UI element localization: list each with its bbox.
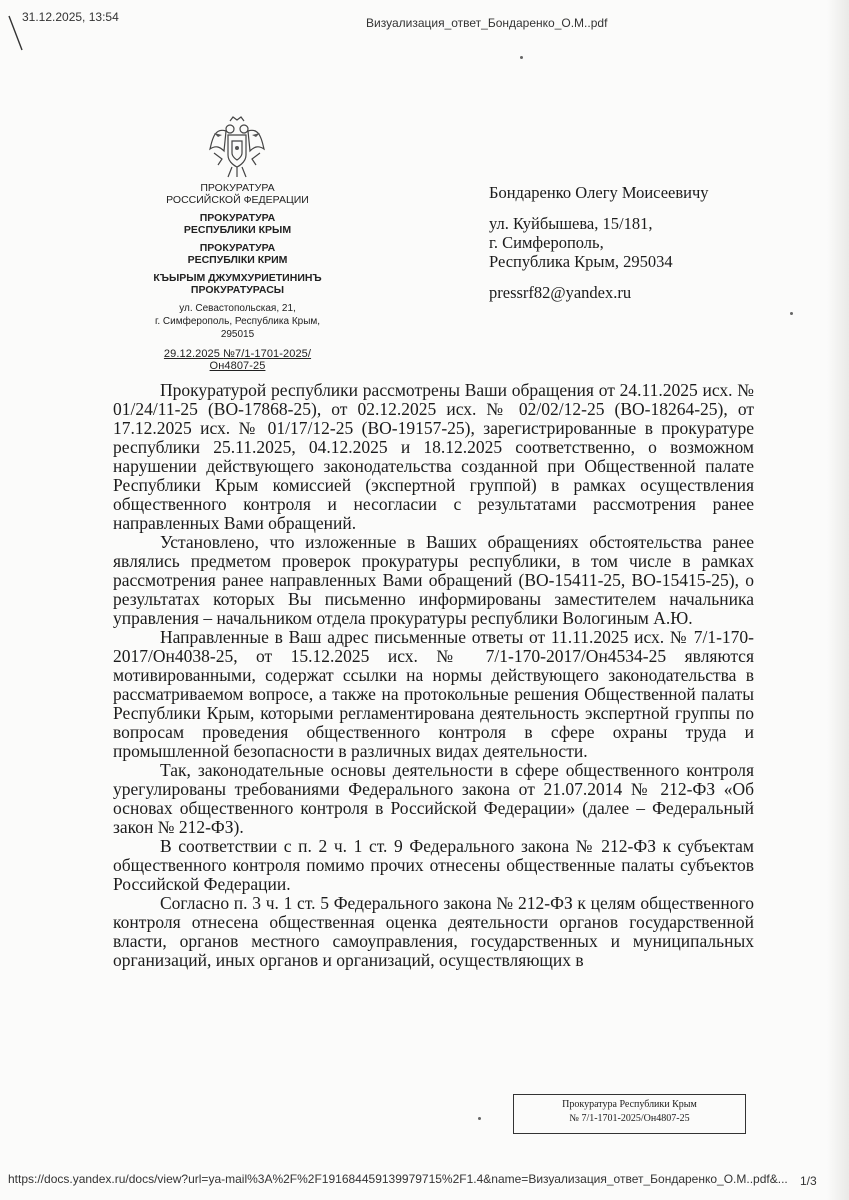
stamp-line: № 7/1-1701-2025/Он4807-25	[569, 1113, 690, 1124]
body-paragraph: Направленные в Ваш адрес письменные ответы от 11.11.2025 исх. № 7/1-170-2017/Он4038-25, от 15.12.2025 исх. № 7/1-170-2017/Он4534-25 являются мотивированными, содержат ссылки на нормы действующего законодательства в рассматриваемом вопросе, а также на протокольные решения Общественной палаты Республики Крым, которыми регламентирована деятельность экспертной группы по вопросам проведения общественного контроля в сфере охраны труда и промышленной безопасности в различных видах деятельности.	[113, 627, 754, 761]
org-line: РЕСПУБЛІКИ КРИМ	[187, 254, 288, 266]
body-paragraph: Так, законодательные основы деятельности в сфере общественного контроля урегулированы требованиями Федерального закона от 21.07.2014 № 212-ФЗ «Об основах общественного контроля в Российской Федерации» (далее – Федеральный закон № 212-ФЗ).	[113, 760, 754, 837]
coat-of-arms-icon	[208, 115, 266, 179]
org-line: ПРОКУРАТУРА	[199, 242, 276, 254]
page-edge	[827, 0, 849, 1200]
registration-stamp	[513, 1094, 746, 1134]
org-line: РЕСПУБЛИКИ КРЫМ	[183, 224, 292, 236]
speck	[790, 312, 793, 315]
page-counter: 1/3	[800, 1174, 817, 1188]
org-line: ПРОКУРАТУРАСЫ	[190, 284, 285, 296]
org-line: ПРОКУРАТУРА	[199, 212, 276, 224]
recipient-city: г. Симферополь,	[489, 233, 604, 252]
recipient-block	[489, 183, 709, 302]
recipient-name: Бондаренко Олегу Моисеевичу	[489, 183, 709, 202]
registration-line	[150, 348, 325, 372]
recipient-region: Республика Крым, 295034	[489, 252, 673, 271]
registration-date: 29.12.2025	[163, 348, 220, 360]
body-paragraph: В соответствии с п. 2 ч. 1 ст. 9 Федерального закона № 212-ФЗ к субъектам общественного контроля помимо прочих отнесены общественные палаты субъектов Российской Федерации.	[113, 836, 754, 894]
letter-body	[113, 381, 754, 970]
org-address-line: г. Симферополь, Республика Крым, 295015	[154, 316, 321, 340]
speck	[520, 56, 523, 59]
body-paragraph: Прокуратурой республики рассмотрены Ваши обращения от 24.11.2025 исх. № 01/24/11-25 (ВО-17868-25), от 02.12.2025 исх. № 02/02/12-25 (ВО-18264-25), от 17.12.2025 исх. № 01/17/12-25 (ВО-19157-25), зарегистрированные в прокуратуре республики 25.11.2025, 04.12.2025 и 18.12.2025 соответственно, о возможном нарушении действующего законодательства созданной при Общественной палате Республики Крым комиссией (экспертной группой) в рамках осуществления общественного контроля и несогласии с результатами рассмотрения ранее направленных Вами обращений.	[113, 380, 754, 533]
stamp-line: Прокуратура Республики Крым	[562, 1099, 697, 1110]
print-footer	[0, 1168, 849, 1192]
recipient-street: ул. Куйбышева, 15/181,	[489, 214, 653, 233]
print-url: https://docs.yandex.ru/docs/view?url=ya-mail%3A%2F%2F191684459139979715%2F1.4&name=Визуализация_ответ_Бондаренко_О.М..pdf&...	[8, 1172, 788, 1186]
registration-number: №7/1-1701-2025/Он4807-25	[209, 348, 312, 372]
letterhead	[150, 182, 325, 372]
print-title: Визуализация_ответ_Бондаренко_О.М..pdf	[366, 16, 608, 30]
org-line: КЪЫРЫМ ДЖУМХУРИЕТИНИНЪ	[153, 272, 322, 284]
body-paragraph: Установлено, что изложенные в Ваших обращениях обстоятельства ранее являлись предметом проверок прокуратуры республики, в том числе в рамках рассмотрения ранее направленных Вами обращений (ВО-15411-25, ВО-15415-25), о результатах которых Вы письменно информированы заместителем начальника управления – начальником отдела прокуратуры республики Вологиным А.Ю.	[113, 532, 754, 628]
body-paragraph: Согласно п. 3 ч. 1 ст. 5 Федерального закона № 212-ФЗ к целям общественного контроля отнесена общественная оценка деятельности органов государственной власти, органов местного самоуправления, государственных и муниципальных организаций, иных органов и организаций, осуществляющих в	[113, 893, 754, 970]
org-line: РОССИЙСКОЙ ФЕДЕРАЦИИ	[166, 194, 309, 206]
print-datetime: 31.12.2025, 13:54	[22, 10, 119, 24]
org-address-line: ул. Севастопольская, 21,	[179, 303, 296, 314]
recipient-email: pressrf82@yandex.ru	[489, 283, 632, 302]
print-header	[0, 6, 849, 30]
speck	[478, 1117, 481, 1120]
org-line: ПРОКУРАТУРА	[200, 182, 275, 194]
